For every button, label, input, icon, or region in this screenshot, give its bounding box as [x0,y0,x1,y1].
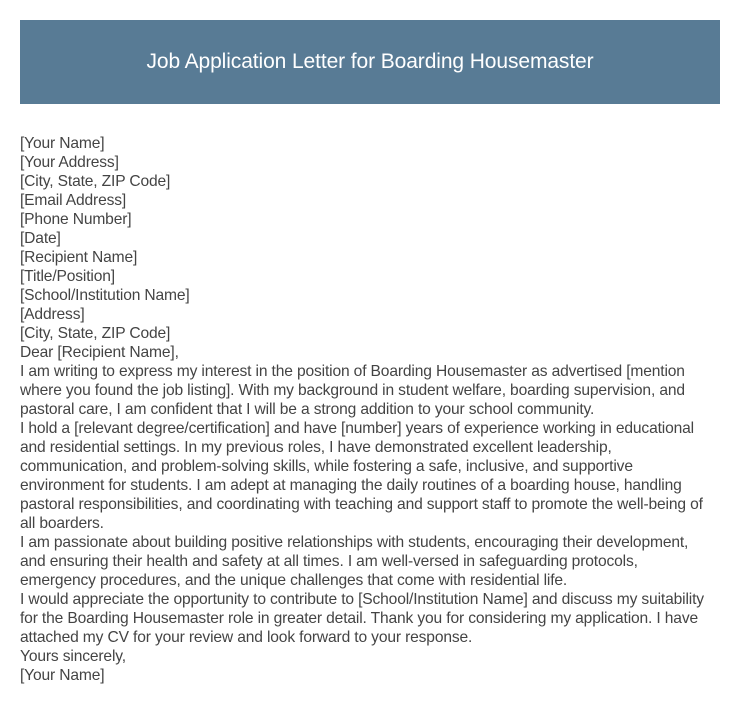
paragraph-experience: I hold a [relevant degree/certification] and have [number] years of experience working in educational and residential settings. In my previous roles, I have demonstrated excellent leadership, communication, and problem-solving skills, while fostering a safe, inclusive, and supportive environment for students. I am adept at managing the daily routines of a boarding house, handling pastoral responsibilities, and coordinating with teaching and support staff to promote the well-being of all boarders. [20,420,703,532]
sender-name: [Your Name] [20,135,105,152]
recipient-title: [Title/Position] [20,268,115,285]
letter-date: [Date] [20,230,61,247]
sender-email: [Email Address] [20,192,127,209]
page-title: Job Application Letter for Boarding Housemaster [146,50,594,73]
signature: [Your Name] [20,667,105,684]
paragraph-closing: I would appreciate the opportunity to contribute to [School/Institution Name] and discuss my suitability for the Boarding Housemaster role in greater detail. Thank you for considering my application. I have attached my CV for your review and look forward to your response. [20,591,704,646]
salutation: Dear [Recipient Name], [20,344,179,361]
recipient-address: [Address] [20,306,85,323]
closing: Yours sincerely, [20,648,126,665]
paragraph-intro: I am writing to express my interest in the position of Boarding Housemaster as advertised [mention where you found the job listing]. With my background in student welfare, boarding supervision, and pastoral care, I am confident that I will be a strong addition to your school community. [20,363,685,418]
recipient-name: [Recipient Name] [20,249,138,266]
recipient-city-state-zip: [City, State, ZIP Code] [20,325,171,342]
sender-phone: [Phone Number] [20,211,132,228]
recipient-block [20,248,720,343]
recipient-institution: [School/Institution Name] [20,287,190,304]
sender-block [20,134,720,229]
page-header [20,20,720,104]
sender-address: [Your Address] [20,154,119,171]
paragraph-passion: I am passionate about building positive relationships with students, encouraging their development, and ensuring their health and safety at all times. I am well-versed in safeguarding protocols, emergency procedures, and the unique challenges that come with residential life. [20,534,689,589]
sender-city-state-zip: [City, State, ZIP Code] [20,173,171,190]
letter-body [20,134,720,685]
